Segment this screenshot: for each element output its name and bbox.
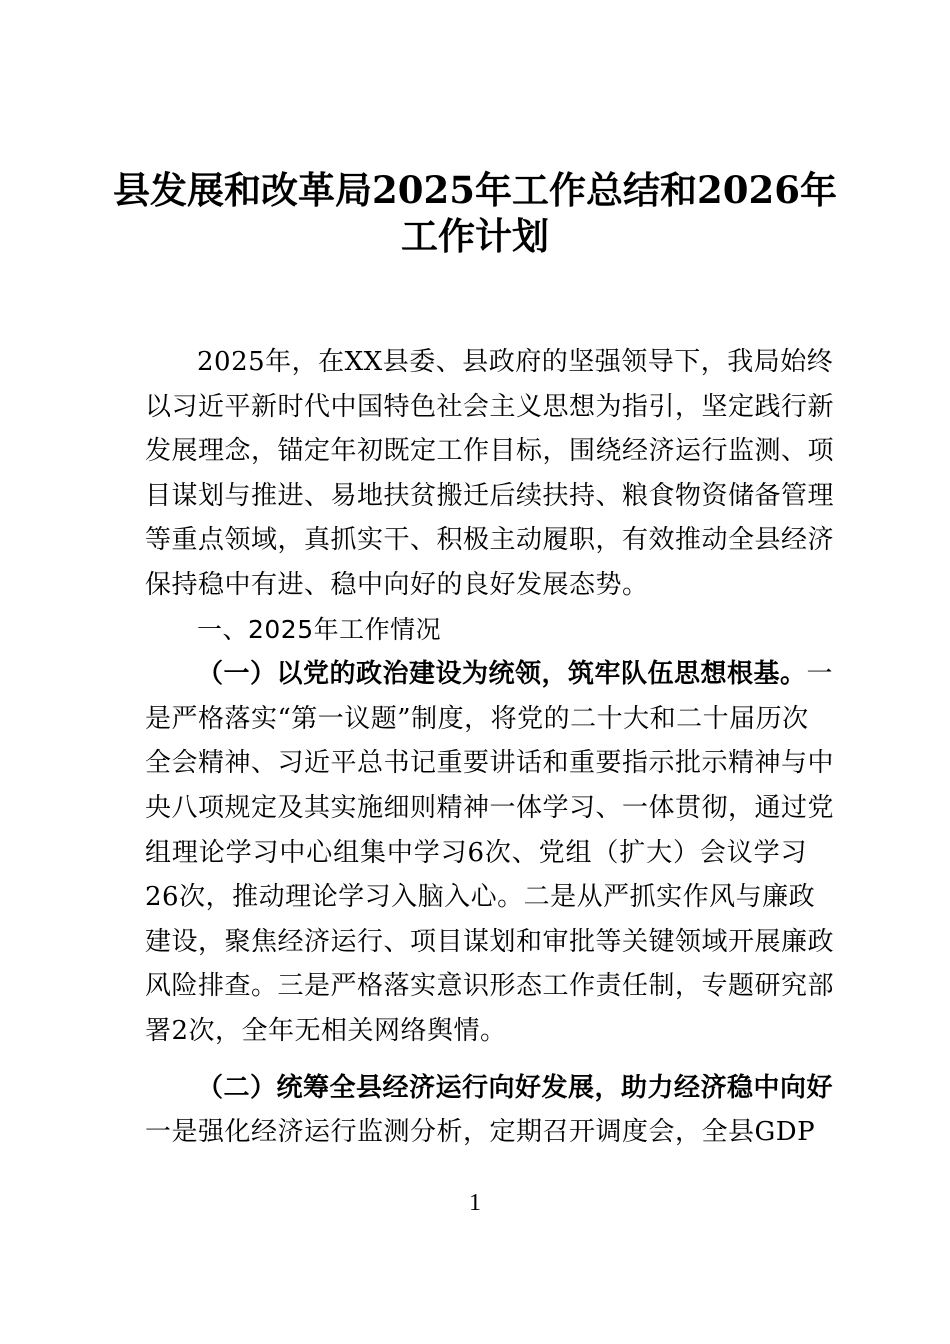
- subsection-2-heading: （二）统筹全县经济运行向好发展，助力经济稳中向好: [197, 1072, 834, 1103]
- intro-paragraph-line: 保持稳中有进、稳中向好的良好发展态势。: [145, 569, 649, 600]
- subsection-1-line: 是严格落实“第一议题”制度，将党的二十大和二十届历次: [145, 703, 809, 734]
- intro-paragraph-line: 发展理念，锚定年初既定工作目标，围绕经济运行监测、项: [145, 436, 835, 467]
- subsection-1-first-line: [145, 652, 834, 697]
- document-title-line-2: 工作计划: [401, 214, 549, 258]
- subsection-1-line: 全会精神、习近平总书记重要讲话和重要指示批示精神与中: [145, 748, 835, 779]
- intro-paragraph-line: 目谋划与推进、易地扶贫搬迁后续扶持、粮食物资储备管理: [145, 480, 835, 511]
- paragraph-gap: [145, 1054, 807, 1066]
- subsection-1-line: 建设，聚焦经济运行、项目谋划和审批等关键领域开展廉政: [145, 926, 835, 957]
- document-title-line-1: 县发展和改革局2025年工作总结和2026年: [113, 168, 837, 212]
- subsection-1-heading: （一）以党的政治建设为统领，筑牢队伍思想根基。: [197, 659, 807, 690]
- document-body: [145, 340, 835, 1155]
- intro-paragraph-line: 2025年，在XX县委、县政府的坚强领导下，我局始终: [197, 347, 834, 377]
- subsection-2-line: 一是强化经济运行监测分析，定期召开调度会，全县GDP: [145, 1117, 816, 1148]
- subsection-1-line: 26次，推动理论学习入脑入心。二是从严抓实作风与廉政: [145, 882, 816, 913]
- page-number: 1: [469, 1190, 481, 1216]
- subsection-1-line: 风险排查。三是严格落实意识形态工作责任制，专题研究部: [145, 971, 835, 1002]
- intro-paragraph-line: 等重点领域，真抓实干、积极主动履职，有效推动全县经济: [145, 525, 835, 556]
- intro-paragraph-line: 以习近平新时代中国特色社会主义思想为指引，坚定践行新: [145, 391, 835, 422]
- subsection-1-line: 署2次，全年无相关网络舆情。: [145, 1015, 507, 1046]
- subsection-1-first-line-tail: 一: [806, 659, 834, 690]
- section-heading-1: 一、2025年工作情况: [197, 614, 442, 644]
- subsection-1-line: 央八项规定及其实施细则精神一体学习、一体贯彻，通过党: [145, 792, 835, 823]
- subsection-1-line: 组理论学习中心组集中学习6次、党组（扩大）会议学习: [145, 837, 807, 868]
